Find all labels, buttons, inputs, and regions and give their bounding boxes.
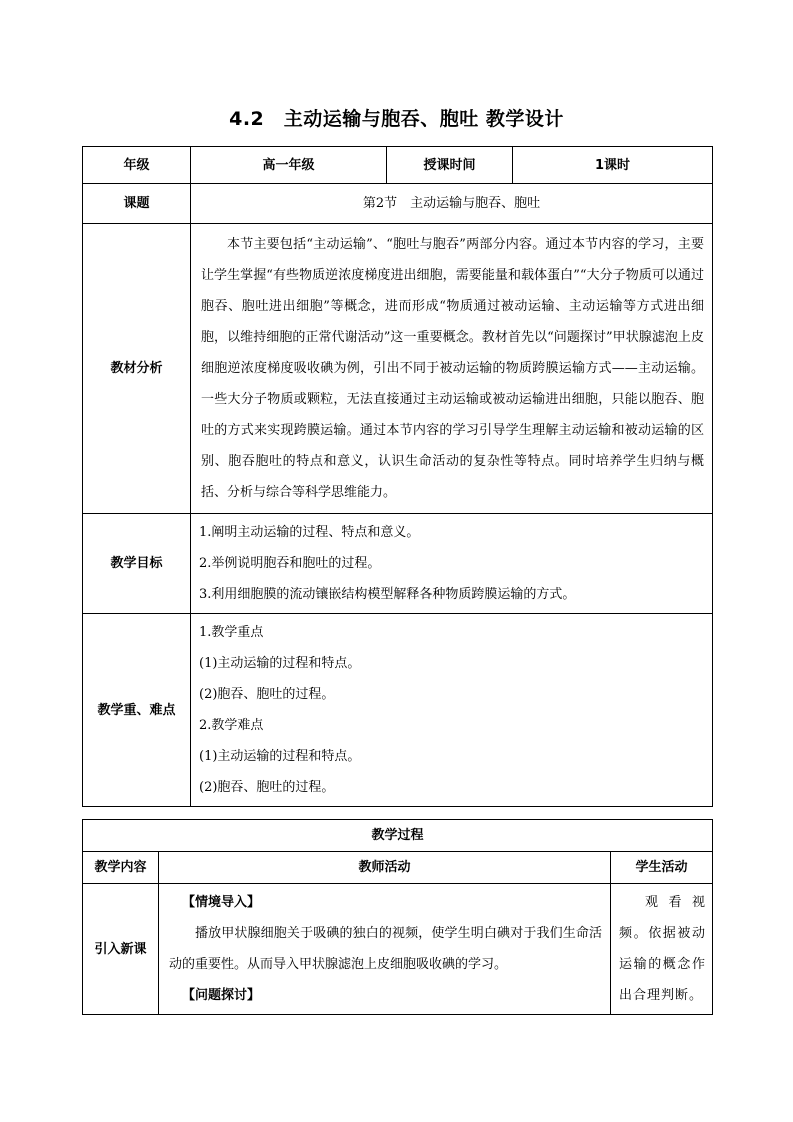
analysis-label: 教材分析 (83, 224, 191, 514)
keypoint-item: (1)主动运输的过程和特点。 (199, 749, 361, 764)
student-activity-text: 观看视频。依据被动运输的概念作出合理判断。 (619, 895, 706, 1003)
time-label: 授课时间 (387, 147, 513, 184)
situation-heading: 【情境导入】 (182, 895, 261, 910)
row-content-intro: 引入新课 (83, 884, 159, 1015)
situation-text: 播放甲状腺细胞关于吸碘的独白的视频，使学生明白碘对于我们生命活动的重要性。从而导入甲状腺滤泡上皮细胞吸收碘的学习。 (169, 926, 602, 972)
info-table (82, 146, 713, 807)
student-activity-cell (611, 884, 713, 1015)
goals-label: 教学目标 (83, 514, 191, 614)
keypoint-item: 2.教学难点 (199, 718, 264, 733)
col-content-header: 教学内容 (83, 852, 159, 884)
grade-value: 高一年级 (191, 147, 387, 184)
goal-item: 3.利用细胞膜的流动镶嵌结构模型解释各种物质跨膜运输的方式。 (199, 587, 576, 602)
goal-item: 1.阐明主动运输的过程、特点和意义。 (199, 525, 420, 540)
process-table (82, 819, 713, 1015)
page-title: 4.2 主动运输与胞吞、胞吐 教学设计 (229, 108, 564, 130)
process-title: 教学过程 (83, 820, 713, 852)
topic-value: 第2节 主动运输与胞吞、胞吐 (191, 184, 713, 224)
time-value: 1课时 (513, 147, 713, 184)
keypoint-item: 1.教学重点 (199, 625, 264, 640)
teacher-activity-cell (159, 884, 611, 1015)
keypoint-item: (2)胞吞、胞吐的过程。 (199, 780, 335, 795)
goals-list (191, 514, 713, 614)
goal-item: 2.举例说明胞吞和胞吐的过程。 (199, 556, 381, 571)
keypoint-item: (2)胞吞、胞吐的过程。 (199, 687, 335, 702)
analysis-text: 本节主要包括“主动运输”、“胞吐与胞吞”两部分内容。通过本节内容的学习，主要让学生掌握“有些物质逆浓度梯度进出细胞，需要能量和载体蛋白”“大分子物质可以通过胞吞、胞吐进出细胞”等概念，进而形成“物质通过被动运输、主动运输等方式进出细胞，以维持细胞的正常代谢活动”这一重要概念。教材首先以“问题探讨”甲状腺滤泡上皮细胞逆浓度梯度吸收碘为例，引出不同于被动运输的物质跨膜运输方式——主动运输。一些大分子物质或颗粒，无法直接通过主动运输或被动运输进出细胞，只能以胞吞、胞吐的方式来实现跨膜运输。通过本节内容的学习引导学生理解主动运输和被动运输的区别、胞吞胞吐的特点和意义，认识生命活动的复杂性等特点。同时培养学生归纳与概括、分析与综合等科学思维能力。 (201, 237, 704, 500)
analysis-cell (191, 224, 713, 514)
col-teacher-header: 教师活动 (159, 852, 611, 884)
keypoints-label: 教学重、难点 (83, 614, 191, 807)
problem-heading: 【问题探讨】 (182, 988, 261, 1003)
col-student-header: 学生活动 (611, 852, 713, 884)
keypoint-item: (1)主动运输的过程和特点。 (199, 656, 361, 671)
keypoints-list (191, 614, 713, 807)
topic-label: 课题 (83, 184, 191, 224)
grade-label: 年级 (83, 147, 191, 184)
